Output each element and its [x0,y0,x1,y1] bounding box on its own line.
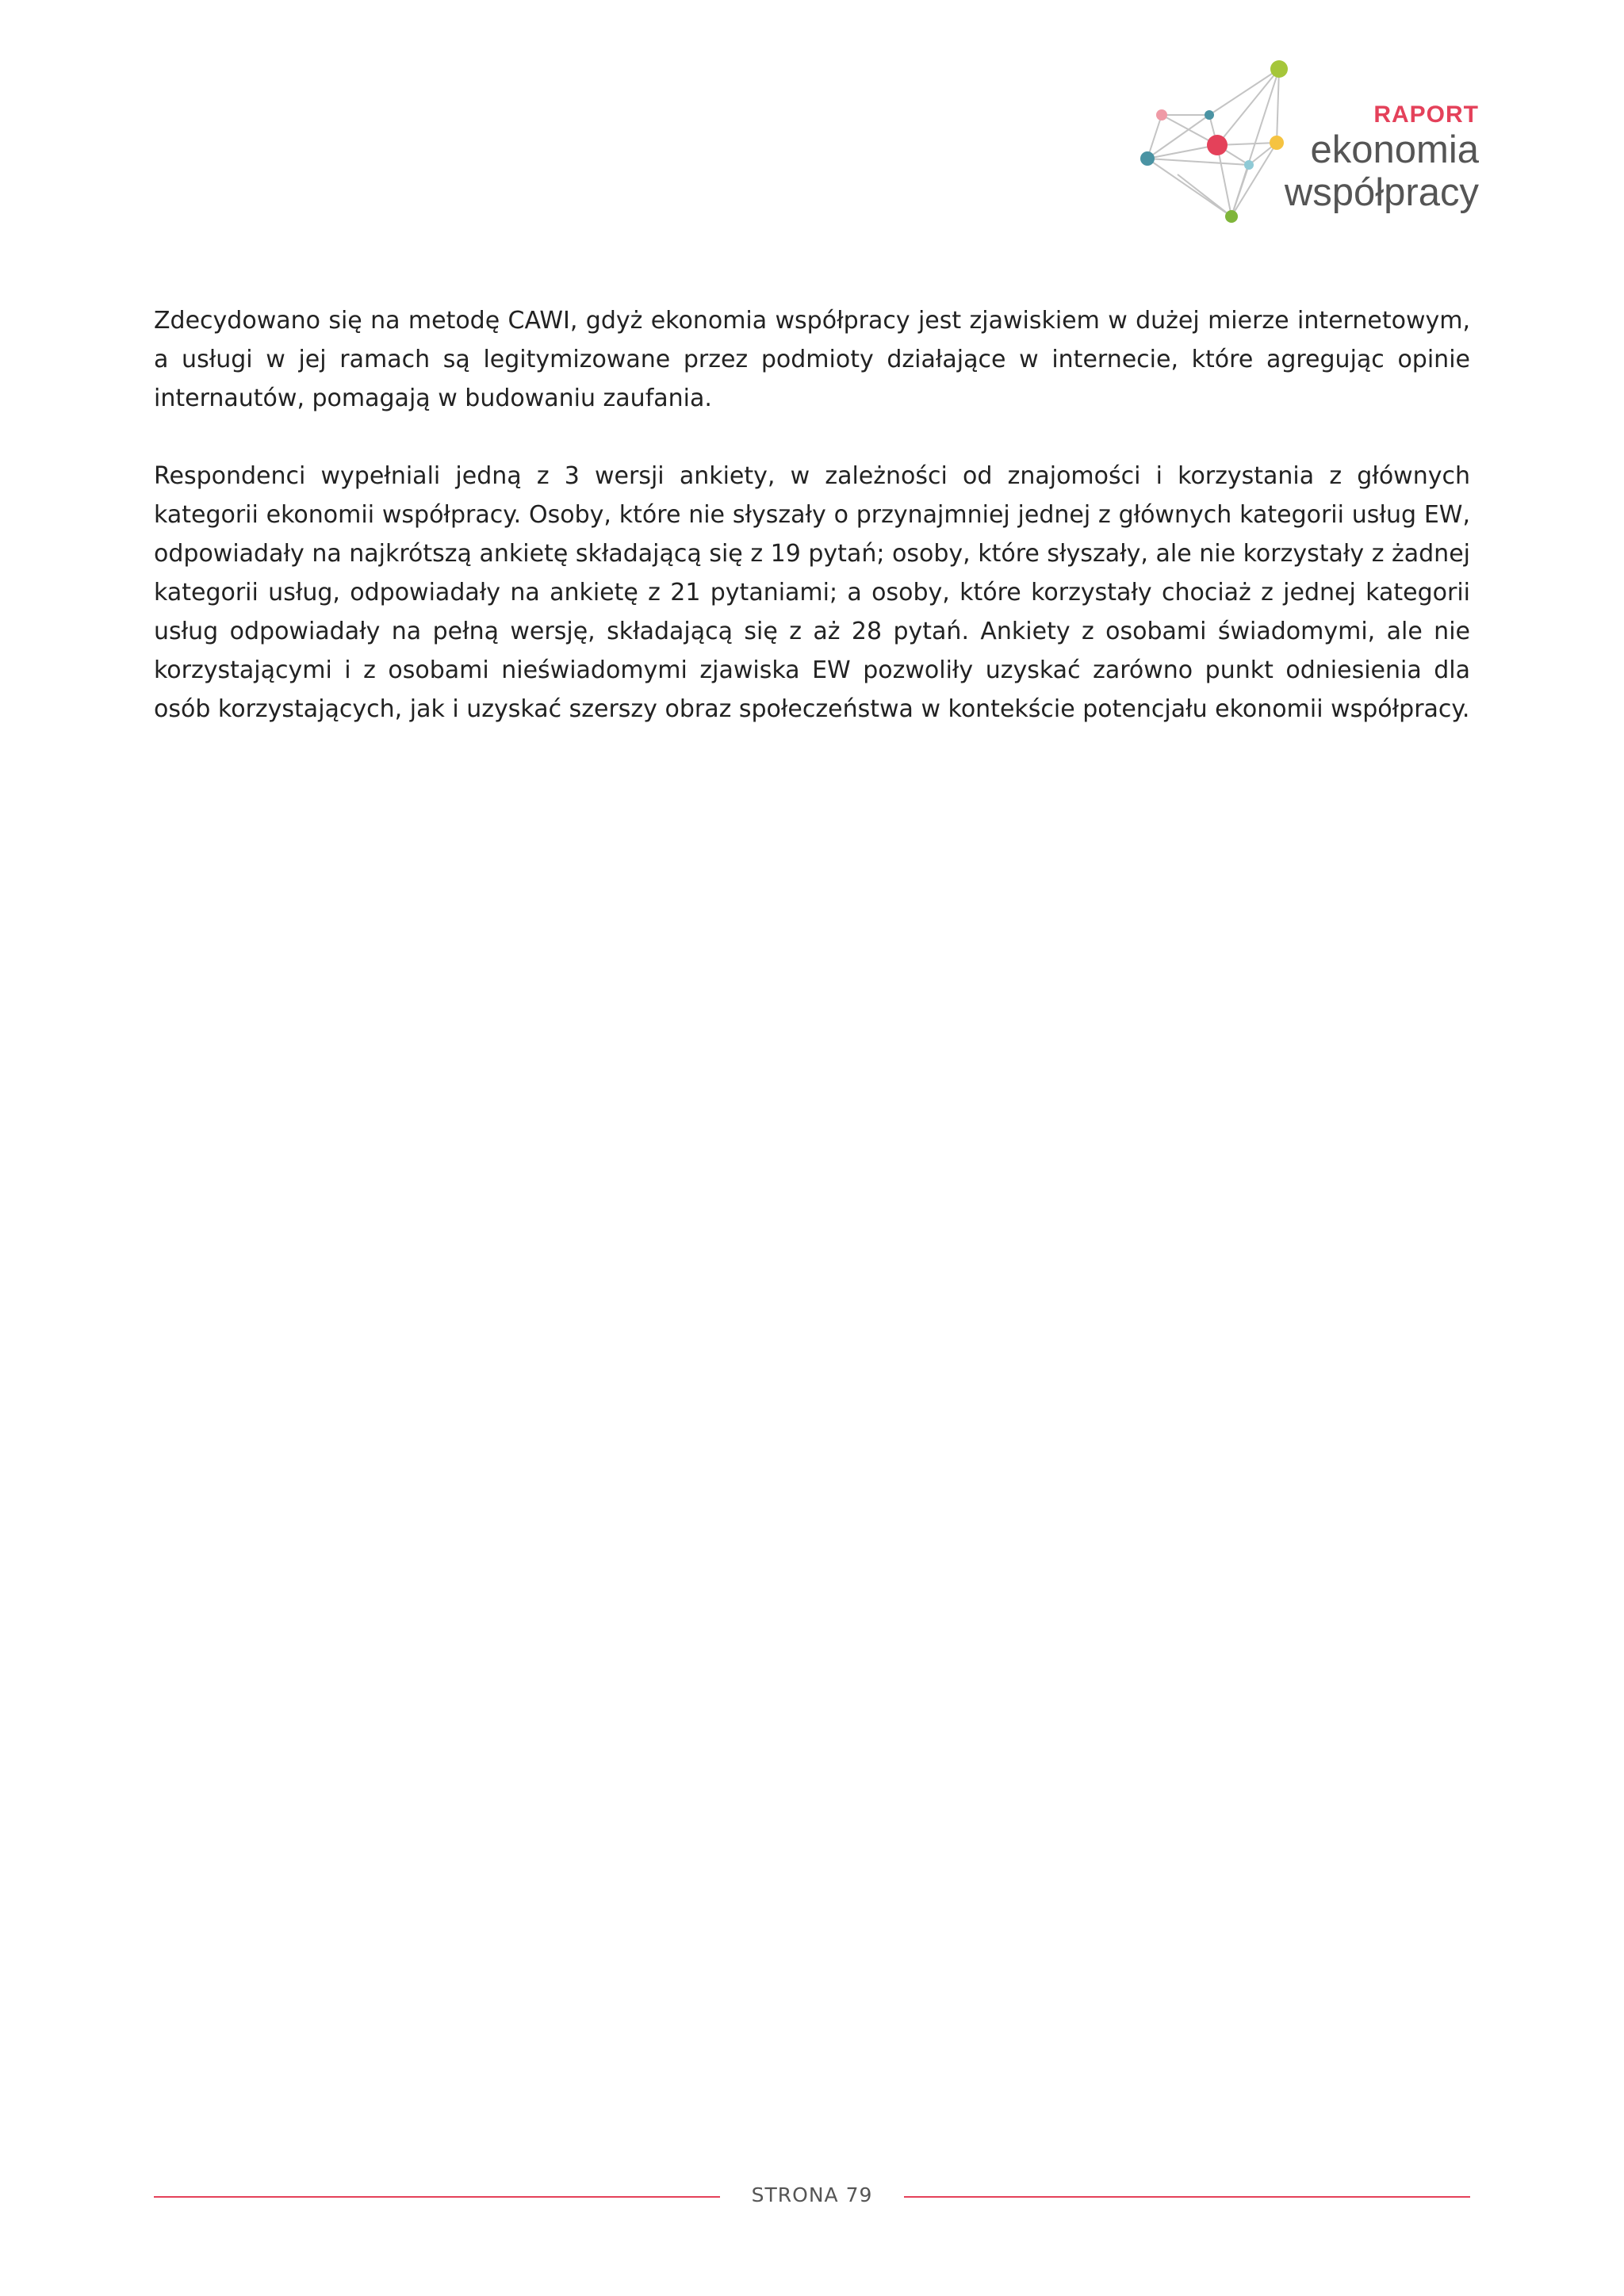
paragraph-cawi-method: Zdecydowano się na metodę CAWI, gdyż ekonomia współpracy jest zjawiskiem w dużej mierze internetowym, a usługi w jej ramach są legitymizowane przez podmioty działające w internecie, które agregując opinie internautów, pomagają w budowaniu zaufania. [154,307,1470,412]
page-footer [154,2180,1470,2212]
logo-raport-label: RAPORT [1373,101,1479,128]
footer-divider-right [904,2196,1470,2198]
logo-wordmark [1285,101,1479,214]
logo-title-line-2: współpracy [1284,171,1479,214]
page-number: STRONA 79 [751,2183,873,2206]
page-content [154,301,1470,767]
report-logo [1130,55,1479,230]
paragraph-survey-versions: Respondenci wypełniali jedną z 3 wersji ankiety, w zależności od znajomości i korzystania z głównych kategorii ekonomii współpracy. Osoby, które nie słyszały o przynajmniej jednej z głównych kategorii usług EW, odpowiadały na najkrótszą ankietę składającą się z 19 pytań; osoby, które słyszały, ale nie korzystały z żadnej kategorii usług, odpowiadały na ankietę z 21 pytaniami; a osoby, które korzystały chociaż z jednej kategorii usług odpowiadały na pełną wersję, składającą się z aż 28 pytań. Ankiety z osobami świadomymi, ale nie korzystającymi i z osobami nieświadomymi zjawiska EW pozwoliły uzyskać zarówno punkt odniesienia dla osób korzystających, jak i uzyskać szerszy obraz społeczeństwa w kontekście potencjału ekonomii współpracy. [154,462,1470,723]
logo-title-line-1: ekonomia [1310,128,1479,171]
